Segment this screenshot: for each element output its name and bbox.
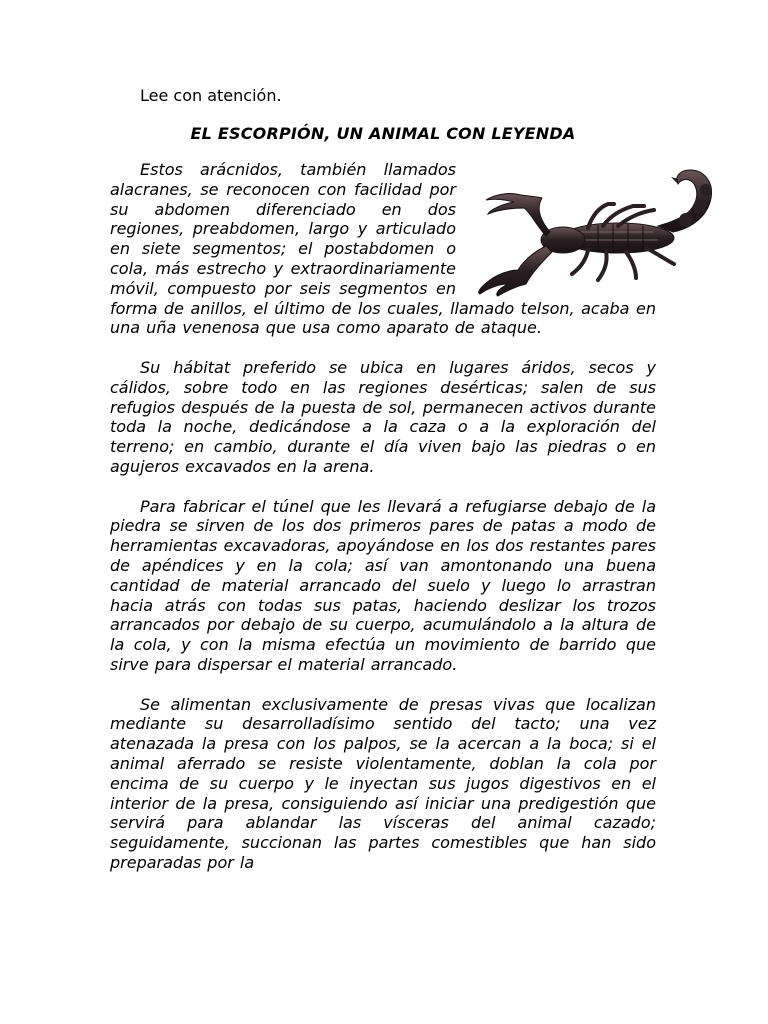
paragraph-1: Estos arácnidos, también llamados alacranes, se reconocen con facilidad por su abdomen diferenciado en dos regiones, preabdomen, largo y articulado en siete segmentos; el postabdomen o cola, más estrecho y extraordinariamente móvil, compuesto por seis segmentos en forma de anillos, el último de los cuales, llamado telson, acaba en una uña venenosa que usa como aparato de ataque.	[110, 160, 656, 338]
paragraph-4: Se alimentan exclusivamente de presas vivas que localizan mediante su desarrolladísimo sentido del tacto; una vez atenazada la presa con los palpos, se la acercan a la boca; si el animal aferrado se resiste violentamente, doblan la cola por encima de su cuerpo y le inyectan sus jugos digestivos en el interior de la presa, consiguiendo así iniciar una predigestión que servirá para ablandar las vísceras del animal cazado; seguidamente, succionan las partes comestibles que han sido preparadas por la	[110, 694, 656, 872]
paragraph-3: Para fabricar el túnel que les llevará a refugiarse debajo de la piedra se sirven de los dos primeros pares de patas a modo de herramientas excavadoras, apoyándose en los dos restantes pares de apéndices y en la cola; así van amontonando una buena cantidad de material arrancado del suelo y luego lo arrastran hacia atrás con todas sus patas, haciendo deslizar los trozos arrancados por debajo de su cuerpo, acumulándolo a la altura de la cola, y con la misma efectúa un movimiento de barrido que sirve para dispersar el material arrancado.	[110, 496, 656, 674]
instruction-text: Lee con atención.	[140, 86, 282, 105]
scorpion-icon	[468, 160, 738, 298]
document-page	[110, 86, 656, 892]
document-title: EL ESCORPIÓN, UN ANIMAL CON LEYENDA	[190, 124, 576, 143]
scorpion-figure	[468, 160, 738, 298]
paragraph-2: Su hábitat preferido se ubica en lugares áridos, secos y cálidos, sobre todo en las regiones desérticas; salen de sus refugios después de la puesta de sol, permanecen activos durante toda la noche, dedicándose a la caza o a la exploración del terreno; en cambio, durante el día viven bajo las piedras o en agujeros excavados en la arena.	[110, 357, 656, 476]
